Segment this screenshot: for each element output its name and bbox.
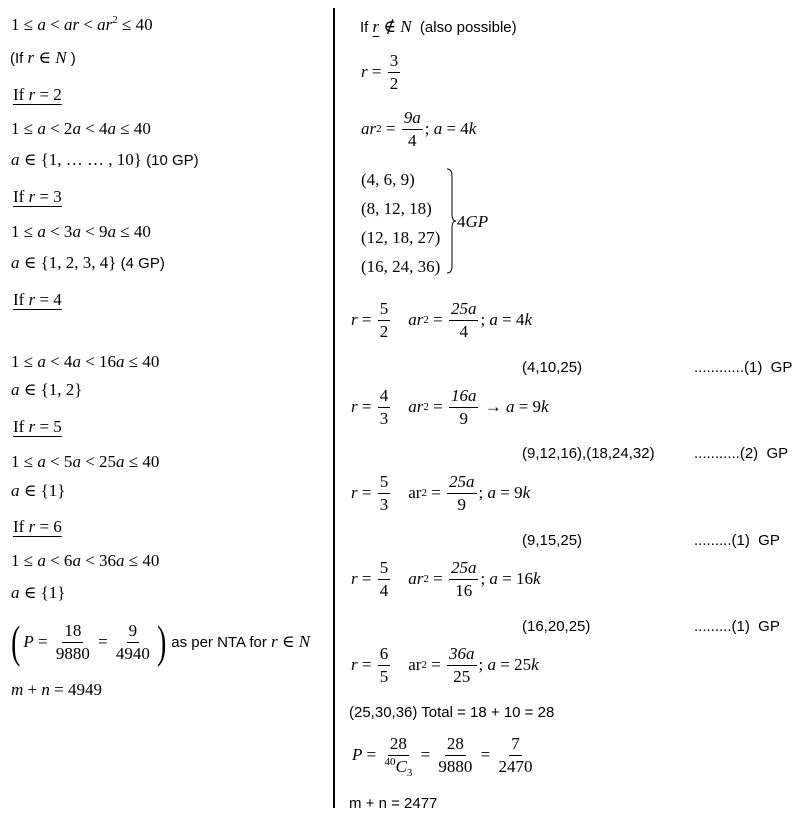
heading-r-6: If r = 6 — [13, 517, 62, 536]
count-r-4-3: ...........(2) GP — [694, 445, 789, 462]
gp-3-2-item-2: (8, 12, 18) — [361, 199, 432, 218]
heading-r-2: If r = 2 — [13, 85, 62, 104]
case-r-5-2: r = $\frac{5}{2}$ ar 2 = $\frac{25a}{4}$ ; a = 4 k — [351, 299, 533, 341]
inequality-r-6: 1 ≤ a < 6a < 36a ≤ 40 — [11, 551, 160, 570]
inequality-r-4: 1 ≤ a < 4a < 16a ≤ 40 — [11, 352, 160, 371]
column-divider — [333, 8, 335, 808]
main-inequality: 1 ≤ a < ar < $ar^2 \le 40$ — [11, 14, 153, 34]
count-r-5-2: ............(1) GP — [694, 359, 793, 376]
inequality-r-5: 1 ≤ a < 5a < 25a ≤ 40 — [11, 452, 160, 471]
count-r-5-3: .........(1) GP — [694, 532, 780, 549]
gps-r-4-3: (9,12,16),(18,24,32) — [522, 445, 655, 462]
heading-r-5: If r = 5 — [13, 417, 62, 436]
gps-r-5-2: (4,10,25) — [522, 359, 583, 376]
answer-nta: m + n = 4949 — [11, 680, 102, 699]
gp-3-2-item-3: (12, 18, 27) — [361, 228, 441, 247]
set-r-3: a ∈ {1, 2, 3, 4} (4 GP) — [11, 253, 165, 272]
final-answer: m + n = 2477 — [349, 795, 438, 812]
set-r-6: a ∈ {1} — [11, 583, 66, 602]
heading-r-not-natural: If r ∉ N (also possible) — [360, 17, 517, 36]
inequality-r-2: 1 ≤ a < 2a < 4a ≤ 40 — [11, 119, 151, 138]
total-line: (25,30,36) Total = 18 + 10 = 28 — [349, 704, 555, 721]
condition-r-natural: (If r ∈ N ) — [10, 48, 76, 67]
gps-r-5-3: (9,15,25) — [522, 532, 583, 549]
final-probability: P = $\frac{28}{^{40}C_3}$ = $\frac{28}{9880}$ = $\frac{7}{2470}$ — [352, 734, 533, 779]
heading-r-3: If r = 3 — [13, 187, 62, 206]
case-r-5-3: r = $\frac{5}{3}$ ar 2 = $\frac{25a}{9}$ ; a = 9 k — [351, 472, 531, 514]
case-r-5-4: r = $\frac{5}{4}$ ar 2 = $\frac{25a}{16}$ ; a = 16 k — [351, 558, 541, 600]
set-r-5: a ∈ {1} — [11, 481, 66, 500]
set-r-4: a ∈ {1, 2} — [11, 380, 83, 399]
heading-r-4: If r = 4 — [13, 290, 62, 309]
count-r-5-4: .........(1) GP — [694, 618, 780, 635]
set-r-2: a ∈ {1, … … , 10} (10 GP) — [11, 150, 199, 169]
right-brace-icon — [446, 168, 456, 274]
r-equals-3-2: r = $\frac{3}{2}$ — [361, 51, 399, 93]
gps-r-5-4: (16,20,25) — [522, 618, 591, 635]
gp-3-2-item-4: (16, 24, 36) — [361, 257, 441, 276]
gp-3-2-item-1: (4, 6, 9) — [361, 170, 415, 189]
case-r-4-3: r = $\frac{4}{3}$ ar 2 = $\frac{16a}{9}$ → a = 9 k — [351, 386, 549, 428]
gp-count-3-2: 4GP — [457, 212, 489, 231]
nta-probability: ( P = $\frac{18}{9880}$ = $\frac{9}{4940}$ ) as per NTA for r ∈ N — [11, 616, 311, 667]
inequality-r-3: 1 ≤ a < 3a < 9a ≤ 40 — [11, 222, 151, 241]
case-r-6-5: r = $\frac{6}{5}$ ar 2 = $\frac{36a}{25}$ ; a = 25 k — [351, 644, 539, 686]
ar2-3-2: a r 2 = $\frac{9a}{4}$ ; a = 4 k — [361, 108, 477, 150]
